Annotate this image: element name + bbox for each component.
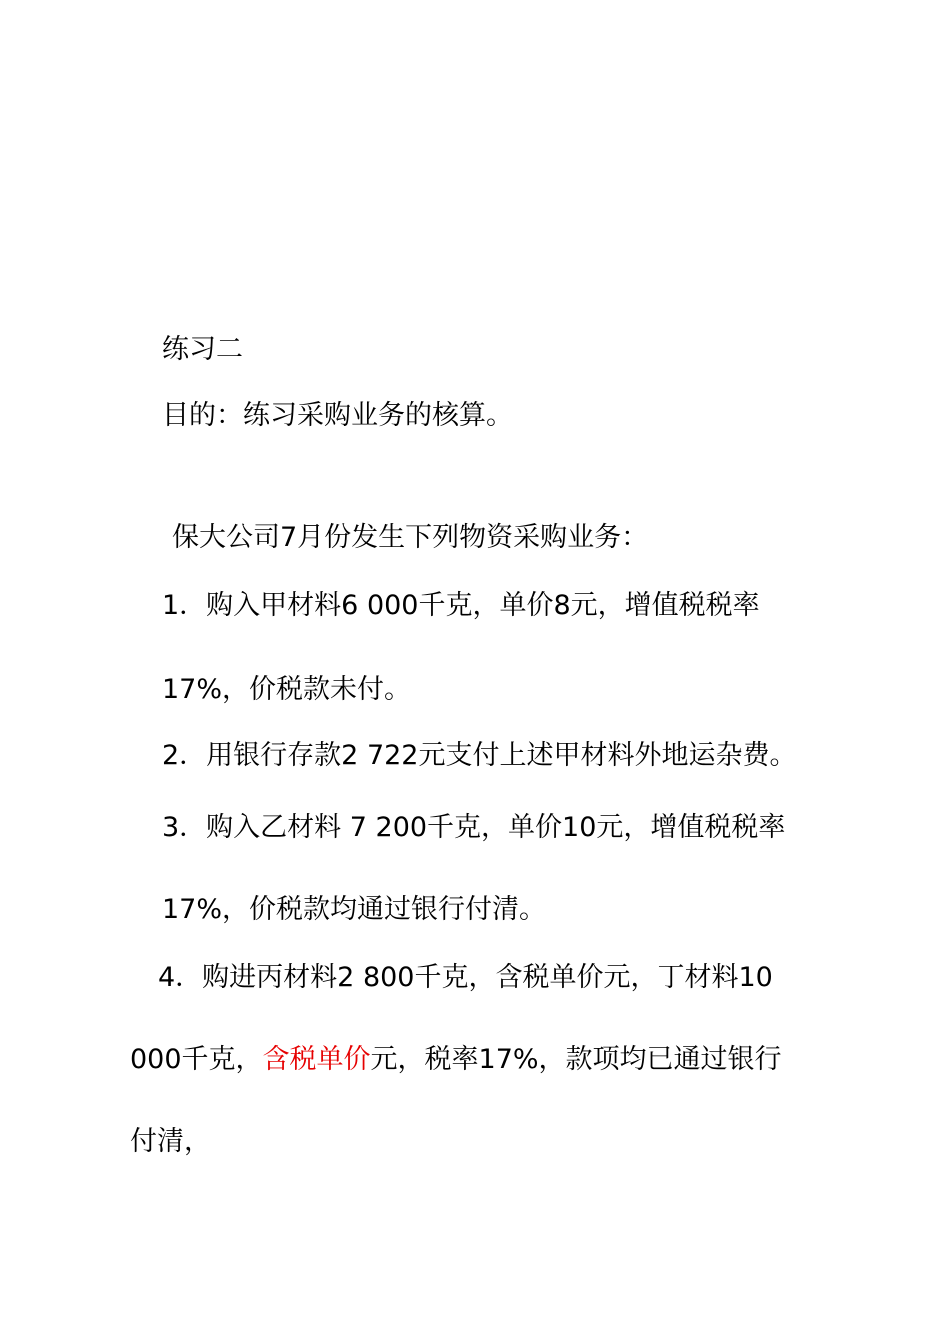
- exercise-title: 练习二: [162, 334, 243, 365]
- item-4-line-2-prefix: 000千克，: [130, 1044, 263, 1075]
- item-3-line-2: 17%，价税款均通过银行付清。: [162, 894, 547, 925]
- highlighted-tax-inclusive-price: 含税单价: [262, 1044, 371, 1075]
- item-4-line-2-suffix: 元，税率17%，款项均已通过银行: [370, 1044, 782, 1075]
- item-4-line-3: 付清，: [130, 1126, 211, 1157]
- item-2-line: 2．用银行存款2 722元支付上述甲材料外地运杂费。: [162, 740, 797, 771]
- item-1-line-2: 17%，价税款未付。: [162, 674, 412, 705]
- item-4-line-2: [130, 1042, 782, 1078]
- purpose-line: 目的：练习采购业务的核算。: [162, 400, 513, 431]
- item-3-line-1: 3．购入乙材料 7 200千克，单价10元，增值税税率: [162, 812, 786, 843]
- item-1-line-1: 1．购入甲材料6 000千克，单价8元，增值税税率: [162, 590, 760, 621]
- item-4-line-1: 4．购进丙材料2 800千克，含税单价元，丁材料10: [158, 962, 773, 993]
- intro-line: 保大公司7月份发生下列物资采购业务：: [172, 522, 649, 553]
